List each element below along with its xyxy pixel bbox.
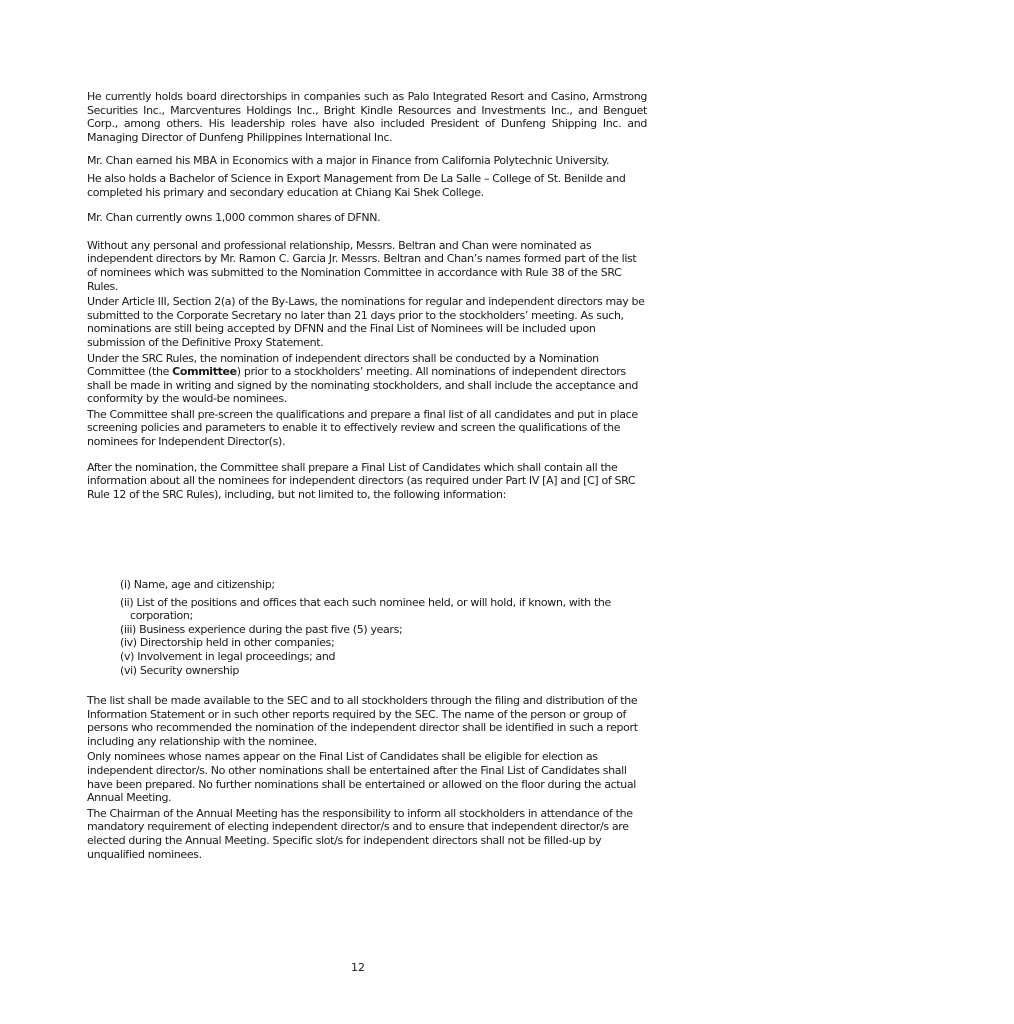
paragraph-prescreen: The Committee shall pre-screen the qualifications and prepare a final list of all candidates and put in place screening policies and parameters to enable it to effectively review and screen the qualifications of the nominees for Independent Director(s). bbox=[87, 407, 638, 449]
paragraph-final-list: After the nomination, the Committee shall prepare a Final List of Candidates which shall contain all the information about all the nominees for independent directors (as required under Part IV [A] and [C] of SRC Rule 12 of the SRC Rules), including, but not limited to, the following information: bbox=[87, 460, 636, 501]
list-item: (iv) Directorship held in other companies; bbox=[120, 636, 335, 650]
paragraph-directorships: He currently holds board directorships in companies such as Palo Integrated Resort and Casino, Armstrong Securities Inc., Marcventures Holdings Inc., Bright Kindle Resources and Investments Inc., and Benguet Corp., among others. His leadership roles have also included President of Dunfeng Shipping Inc. and Managing Director of Dunfeng Philippines International Inc. bbox=[87, 90, 647, 144]
page-number: 12 bbox=[351, 961, 365, 974]
paragraph-shares: Mr. Chan currently owns 1,000 common shares of DFNN. bbox=[87, 211, 381, 225]
paragraph-bylaws: Under Article III, Section 2(a) of the By-Laws, the nominations for regular and independent directors may be submitted to the Corporate Secretary no later than 21 days prior to the stockholders’ meeting. As such, nominations are still being accepted by DFNN and the Final List of Nominees will be included upon submission of the Definitive Proxy Statement. bbox=[87, 295, 645, 349]
paragraph-eligibility: Only nominees whose names appear on the Final List of Candidates shall be eligible for election as independent director/s. No other nominations shall be entertained after the Final List of Candidates shall have been prepared. No further nominations shall be entertained or allowed on the floor during the actual Annual Meeting. bbox=[87, 750, 636, 805]
committee-text-after: ) prior to a stockholders’ meeting. All nominations of independent directors shall be made in writing and signed by the nominating stockholders, and shall include the acceptance and conformity by the would-be nominees. bbox=[87, 365, 638, 406]
document-body bbox=[87, 90, 647, 501]
list-item: (i) Name, age and citizenship; bbox=[120, 578, 275, 591]
information-list bbox=[120, 578, 650, 677]
paragraph-bachelor: He also holds a Bachelor of Science in Export Management from De La Salle – College of St. Benilde and completed his primary and secondary education at Chiang Kai Shek College. bbox=[87, 171, 626, 199]
list-item: (v) Involvement in legal proceedings; and bbox=[120, 649, 336, 663]
list-item: (ii) List of the positions and offices that each such nominee held, or will hold, if known, with the corporation; bbox=[120, 595, 611, 623]
document-body-lower bbox=[87, 694, 647, 861]
list-item: (iii) Business experience during the past five (5) years; bbox=[120, 622, 403, 636]
committee-text-before: Under the SRC Rules, the nomination of independent directors shall be conducted by a Nomination Committee (the bbox=[87, 351, 599, 379]
list-item: (vi) Security ownership bbox=[120, 663, 239, 677]
paragraph-mba: Mr. Chan earned his MBA in Economics with a major in Finance from California Polytechnic University. bbox=[87, 154, 610, 168]
paragraph-committee bbox=[87, 352, 647, 406]
committee-term: Committee bbox=[172, 365, 237, 379]
paragraph-sec-list: The list shall be made available to the SEC and to all stockholders through the filing and distribution of the Information Statement or in such other reports required by the SEC. The name of the person or group of persons who recommended the nomination of the independent director shall be identified in such a report including any relationship with the nominee. bbox=[87, 694, 638, 748]
paragraph-nomination: Without any personal and professional relationship, Messrs. Beltran and Chan were nominated as independent directors by Mr. Ramon C. Garcia Jr. Messrs. Beltran and Chan’s names formed part of the list of nominees which was submitted to the Nomination Committee in accordance with Rule 38 of the SRC Rules. bbox=[87, 238, 637, 293]
paragraph-chairman: The Chairman of the Annual Meeting has the responsibility to inform all stockholders in attendance of the mandatory requirement of electing independent director/s and to ensure that independent director/s are elected during the Annual Meeting. Specific slot/s for independent directors shall not be filled-up by unqualified nominees. bbox=[87, 806, 633, 861]
